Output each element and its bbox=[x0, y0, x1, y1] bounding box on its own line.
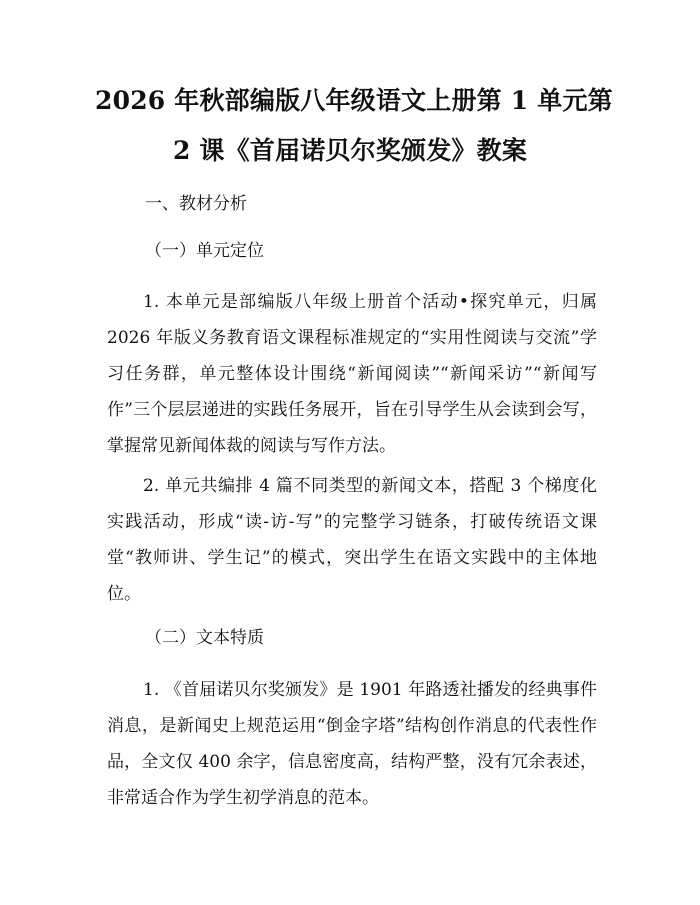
paragraph-unit-positioning-2: 2. 单元共编排 4 篇不同类型的新闻文本，搭配 3 个梯度化实践活动，形成“读-访-写”的完整学习链条，打破传统语文课堂“教师讲、学生记”的模式，突出学生在语文实践中的主体地位。 bbox=[107, 476, 597, 604]
subsection-heading-unit-positioning: （一）单元定位 bbox=[145, 241, 264, 261]
paragraph-unit-positioning-1: 1. 本单元是部编版八年级上册首个活动•探究单元，归属 2026 年版义务教育语文课程标准规定的“实用性阅读与交流”学习任务群，单元整体设计围绕“新闻阅读”“新闻采访”“新闻写作”三个层层递进的实践任务展开，旨在引导学生从会读到会写，掌握常见新闻体裁的阅读与写作方法。 bbox=[107, 292, 597, 456]
document-title-line-1: 2026 年秋部编版八年级语文上册第 1 单元第 bbox=[95, 86, 613, 115]
section-heading-textbook-analysis: 一、教材分析 bbox=[145, 194, 247, 214]
document-title-line-2: 2 课《首届诺贝尔奖颁发》教案 bbox=[172, 136, 528, 165]
subsection-heading-text-features: （二）文本特质 bbox=[145, 628, 264, 648]
paragraph-text-features-1: 1. 《首届诺贝尔奖颁发》是 1901 年路透社播发的经典事件消息，是新闻史上规范运用“倒金字塔”结构创作消息的代表性作品，全文仅 400 余字，信息密度高，结构严整，没有冗余表述，非常适合作为学生初学消息的范本。 bbox=[107, 680, 597, 808]
